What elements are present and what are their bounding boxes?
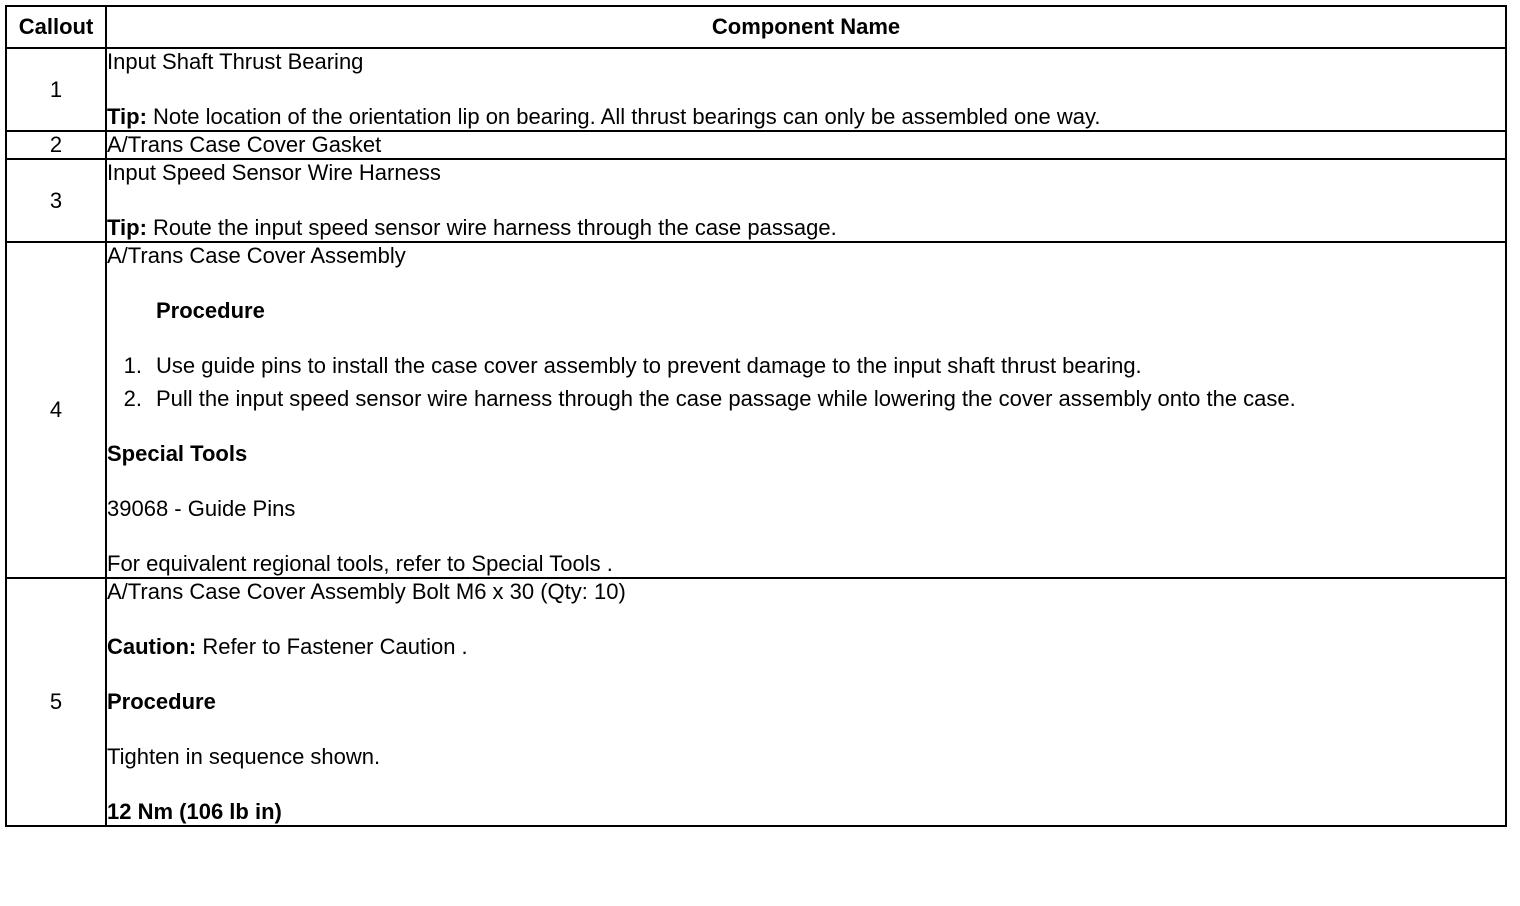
procedure-heading: Procedure: [107, 689, 216, 714]
component-name: Input Speed Sensor Wire Harness: [107, 160, 441, 185]
component-cell: [106, 242, 1506, 578]
step-text: Use guide pins to install the case cover assembly to prevent damage to the input shaft thrust bearing.: [156, 353, 1142, 378]
procedure-heading: Procedure: [156, 298, 265, 323]
component-cell: [106, 159, 1506, 242]
procedure-steps: [107, 353, 1505, 412]
component-name: A/Trans Case Cover Assembly Bolt M6 x 30 (Qty: 10): [107, 579, 626, 604]
header-callout: Callout: [6, 6, 106, 48]
special-tool-item: 39068 - Guide Pins: [107, 496, 296, 521]
tip-line: [107, 215, 1505, 241]
step-text: Pull the input speed sensor wire harness through the case passage while lowering the cover assembly onto the case.: [156, 386, 1296, 411]
table-row: [6, 159, 1506, 242]
tip-line: [107, 104, 1505, 130]
procedure-text: Tighten in sequence shown.: [107, 744, 381, 769]
tip-text: Note location of the orientation lip on bearing. All thrust bearings can only be assembled one way.: [146, 104, 1101, 129]
procedure-step: [107, 353, 1505, 379]
callout-number: 1: [6, 48, 106, 131]
component-name: A/Trans Case Cover Assembly: [107, 243, 406, 268]
header-component-name: Component Name: [106, 6, 1506, 48]
special-tools-note: For equivalent regional tools, refer to Special Tools .: [107, 551, 613, 576]
tip-label: Tip:: [107, 215, 147, 240]
torque-spec: 12 Nm (106 lb in): [107, 799, 282, 824]
procedure-step: [107, 386, 1505, 412]
caution-label: Caution:: [107, 634, 197, 659]
table-row: [6, 131, 1506, 159]
component-table: [5, 5, 1507, 827]
caution-line: [107, 634, 1505, 660]
table-header-row: [6, 6, 1506, 48]
component-name: A/Trans Case Cover Gasket: [107, 132, 382, 157]
table-row: [6, 48, 1506, 131]
callout-number: 3: [6, 159, 106, 242]
step-number: 2.: [123, 386, 142, 411]
special-tools-heading: Special Tools: [107, 441, 248, 466]
step-number: 1.: [123, 353, 142, 378]
component-cell: [106, 578, 1506, 826]
tip-text: Route the input speed sensor wire harness through the case passage.: [146, 215, 837, 240]
table-row: [6, 242, 1506, 578]
callout-number: 4: [6, 242, 106, 578]
component-cell: [106, 131, 1506, 159]
caution-text: Refer to Fastener Caution .: [196, 634, 468, 659]
callout-number: 2: [6, 131, 106, 159]
tip-label: Tip:: [107, 104, 147, 129]
component-name: Input Shaft Thrust Bearing: [107, 49, 364, 74]
table-row: [6, 578, 1506, 826]
component-cell: [106, 48, 1506, 131]
callout-number: 5: [6, 578, 106, 826]
